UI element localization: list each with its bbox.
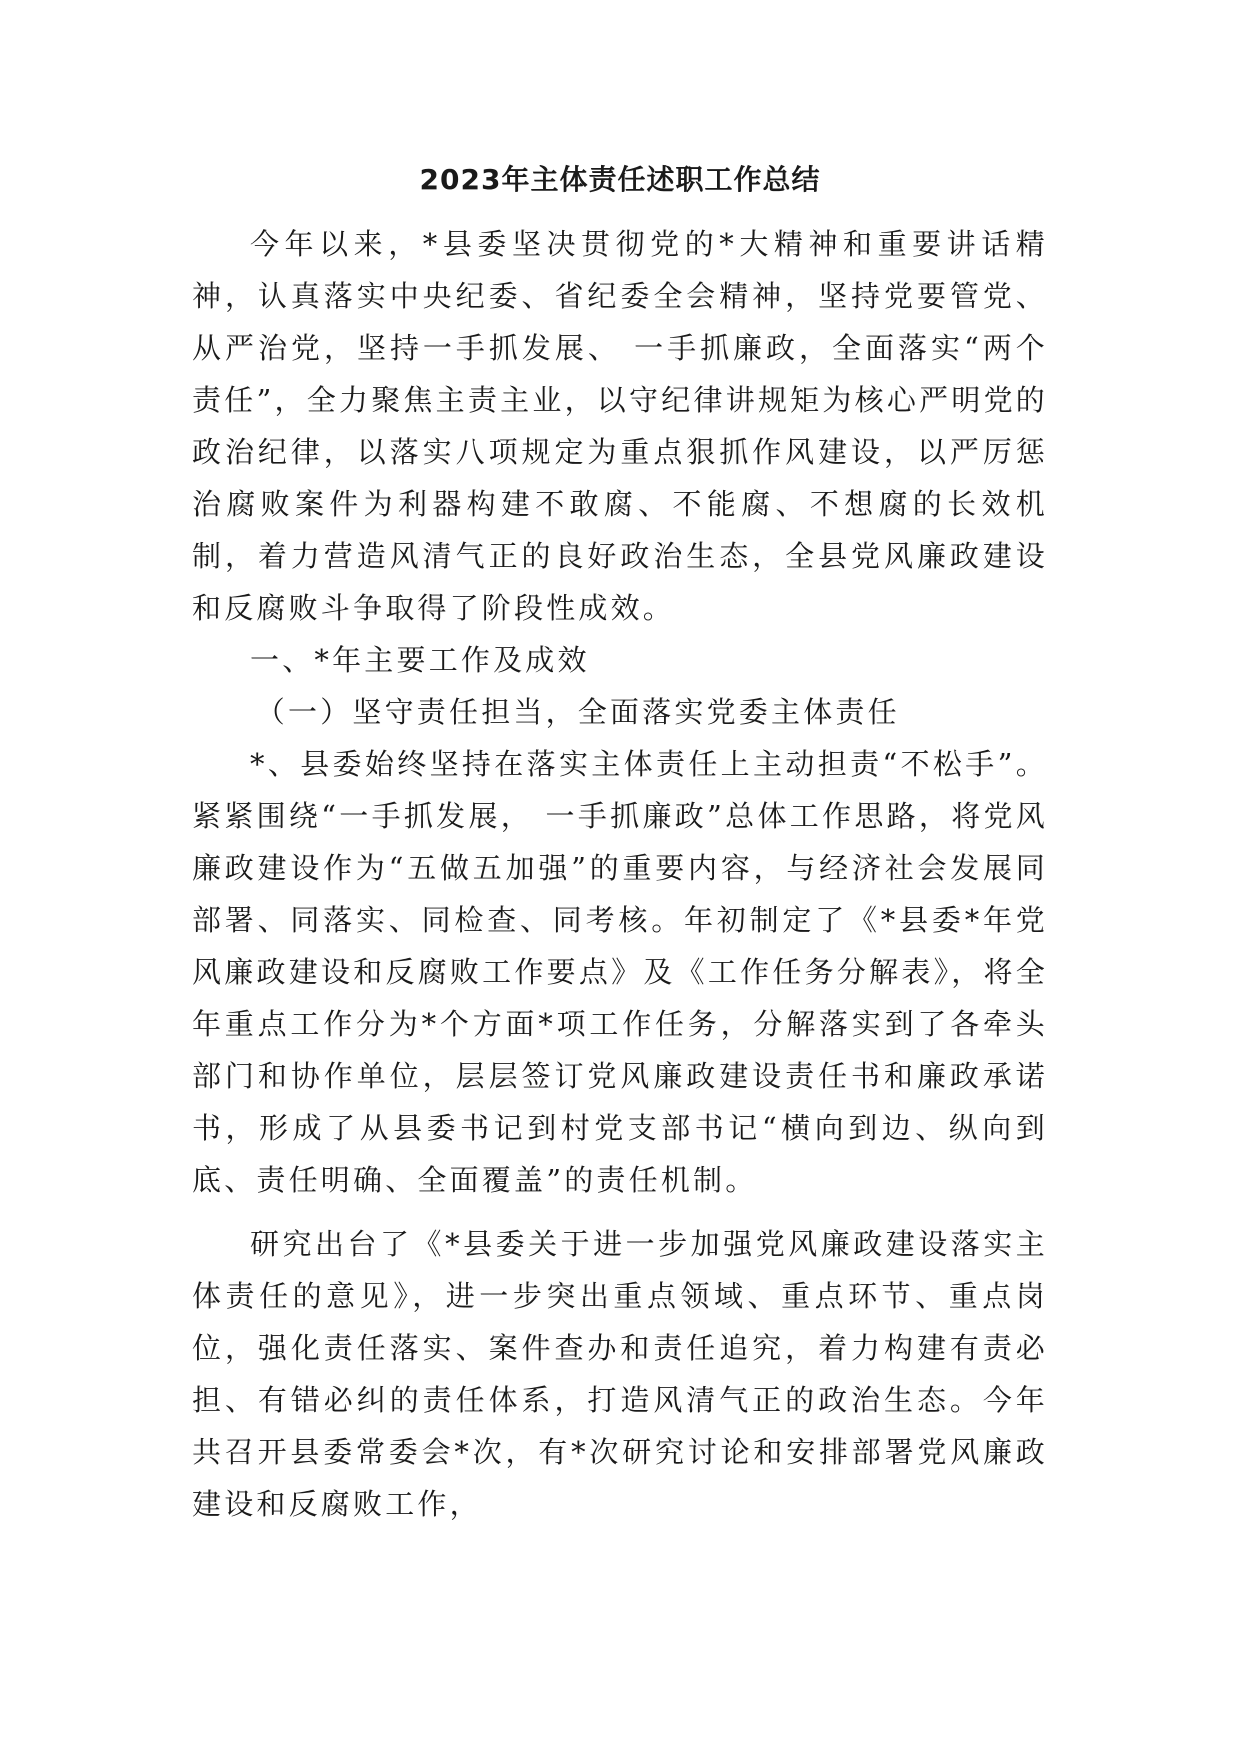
subsection-heading-1: （一）坚守责任担当，全面落实党委主体责任 xyxy=(255,695,900,729)
section-heading-1: 一、*年主要工作及成效 xyxy=(250,643,590,677)
paragraph-research: 研究出台了《*县委关于进一步加强党风廉政建设落实主体责任的意见》，进一步突出重点领域、重点环节、重点岗位，强化责任落实、案件查办和责任追究，着力构建有责必担、有错必纠的责任体系，打造风清气正的政治生态。今年共召开县委常委会*次，有*次研究讨论和安排部署党风廉政建设和反腐败工作， xyxy=(192,1227,1048,1521)
paragraph-intro: 今年以来，*县委坚决贯彻党的*大精神和重要讲话精神，认真落实中央纪委、省纪委全会精神，坚持党要管党、从严治党，坚持一手抓发展、 一手抓廉政，全面落实“两个责任”，全力聚焦主责主业，以守纪律讲规矩为核心严明党的政治纪律，以落实八项规定为重点狠抓作风建设，以严厉惩治腐败案件为利器构建不敢腐、不能腐、不想腐的长效机制，着力营造风清气正的良好政治生态，全县党风廉政建设和反腐败斗争取得了阶段性成效。 xyxy=(192,227,1048,625)
document-body xyxy=(192,218,1048,1530)
document-title: 2023年主体责任述职工作总结 xyxy=(419,163,821,196)
paragraph-responsibility: *、县委始终坚持在落实主体责任上主动担责“不松手”。紧紧围绕“一手抓发展， 一手抓廉政”总体工作思路，将党风廉政建设作为“五做五加强”的重要内容，与经济社会发展同部署、同落实、同检查、同考核。年初制定了《*县委*年党风廉政建设和反腐败工作要点》及《工作任务分解表》，将全年重点工作分为*个方面*项工作任务，分解落实到了各牵头部门和协作单位，层层签订党风廉政建设责任书和廉政承诺书，形成了从县委书记到村党支部书记“横向到边、纵向到底、责任明确、全面覆盖”的责任机制。 xyxy=(192,747,1048,1197)
